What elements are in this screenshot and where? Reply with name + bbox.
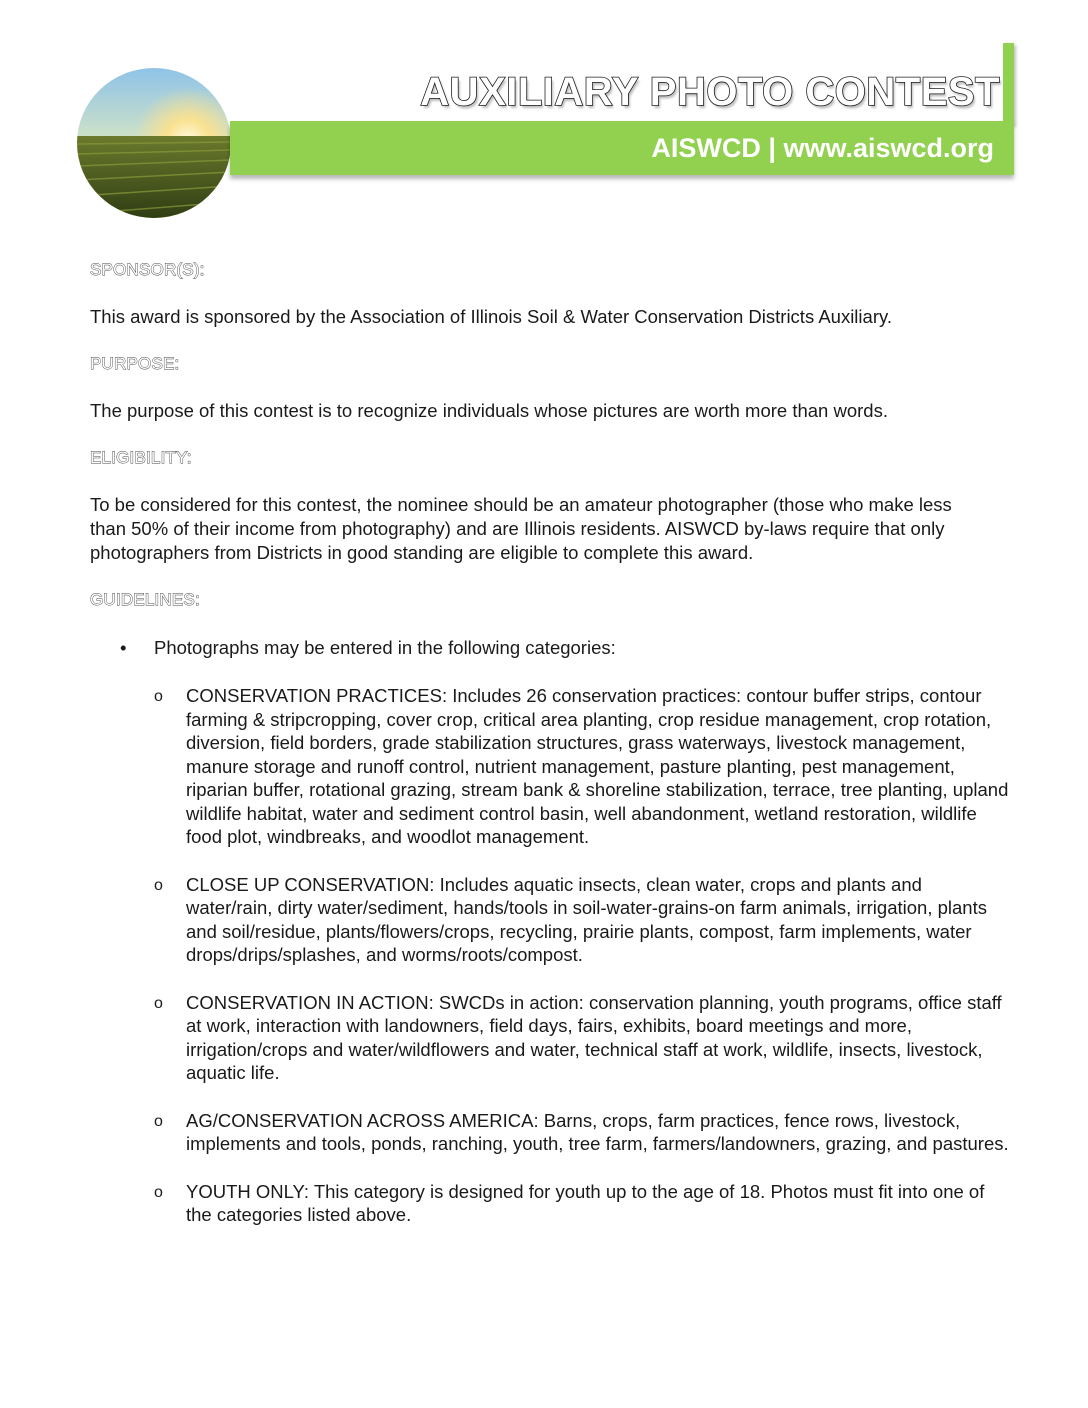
document-body: [90, 258, 1010, 1227]
header-field-photo: [77, 68, 231, 218]
field-sunrise-image: [77, 68, 231, 218]
sponsor-text: This award is sponsored by the Association of Illinois Soil & Water Conservation Districts Auxiliary.: [90, 306, 892, 327]
sub-bullet-marker: o: [154, 876, 163, 894]
category-item: [90, 873, 1010, 967]
eligibility-text: To be considered for this contest, the nominee should be an amateur photographer (those who make less than 50% of their income from photography) and are Illinois residents. AISWCD by-laws require that only photographers from Districts in good standing are eligible to complete this award.: [90, 494, 952, 563]
category-text: YOUTH ONLY: This category is designed for youth up to the age of 18. Photos must fit into one of the categories listed above.: [186, 1180, 985, 1225]
category-item: [90, 1109, 1010, 1156]
guidelines-bullet-text: Photographs may be entered in the following categories:: [154, 637, 616, 658]
category-text: CLOSE UP CONSERVATION: Includes aquatic insects, clean water, crops and plants and water/rain, dirty water/sediment, hands/tools in soil-water-grains-on farm animals, irrigation, plants and soil/residue, plants/flowers/crops, recycling, prairie plants, compost, farm implements, water drops/drips/splashes, and worms/roots/compost.: [186, 873, 987, 965]
site-url-label: AISWCD | www.aiswcd.org: [651, 133, 994, 163]
sub-bullet-marker: o: [154, 994, 163, 1012]
sub-bullet-marker: o: [154, 1112, 163, 1130]
category-text: CONSERVATION PRACTICES: Includes 26 conservation practices: contour buffer strips, contour farming & stripcropping, cover crop, critical area planting, crop residue management, crop rotation, diversion, field borders, grade stabilization structures, grass waterways, livestock management, manure storage and runoff control, nutrient management, pasture planting, pest management, riparian buffer, rotational grazing, stream bank & shoreline stabilization, terrace, tree planting, upland wildlife habitat, water and sediment control basin, well abandonment, wetland restoration, wildlife food plot, windbreaks, and woodlot management.: [186, 685, 1009, 847]
eligibility-heading: ELIGIBILITY:: [90, 448, 192, 467]
category-item: [90, 1180, 1010, 1227]
guidelines-bullet: [90, 636, 1010, 660]
guidelines-heading: GUIDELINES:: [90, 590, 200, 609]
sub-bullet-marker: o: [154, 688, 163, 705]
purpose-text: The purpose of this contest is to recognize individuals whose pictures are worth more than words.: [90, 400, 888, 421]
page-title: AUXILIARY PHOTO CONTEST: [420, 70, 1000, 114]
sub-bullet-marker: o: [154, 1183, 163, 1201]
category-text: AG/CONSERVATION ACROSS AMERICA: Barns, crops, farm practices, fence rows, livestock, implements and tools, ponds, ranching, youth, tree farm, farmers/landowners, grazing, and pastures.: [186, 1109, 1009, 1154]
category-text: CONSERVATION IN ACTION: SWCDs in action: conservation planning, youth programs, office staff at work, interaction with landowners, field days, fairs, exhibits, board meetings and more, irrigation/crops and water/wildflowers and water, technical staff at work, wildlife, insects, livestock, aquatic life.: [186, 991, 1002, 1083]
header-accent-bar-vertical: [1003, 43, 1014, 125]
bullet-marker: •: [120, 637, 127, 658]
sponsor-heading: SPONSOR(S):: [90, 260, 205, 279]
purpose-heading: PURPOSE:: [90, 354, 180, 373]
category-item: [90, 991, 1010, 1085]
category-item: [90, 684, 1010, 849]
